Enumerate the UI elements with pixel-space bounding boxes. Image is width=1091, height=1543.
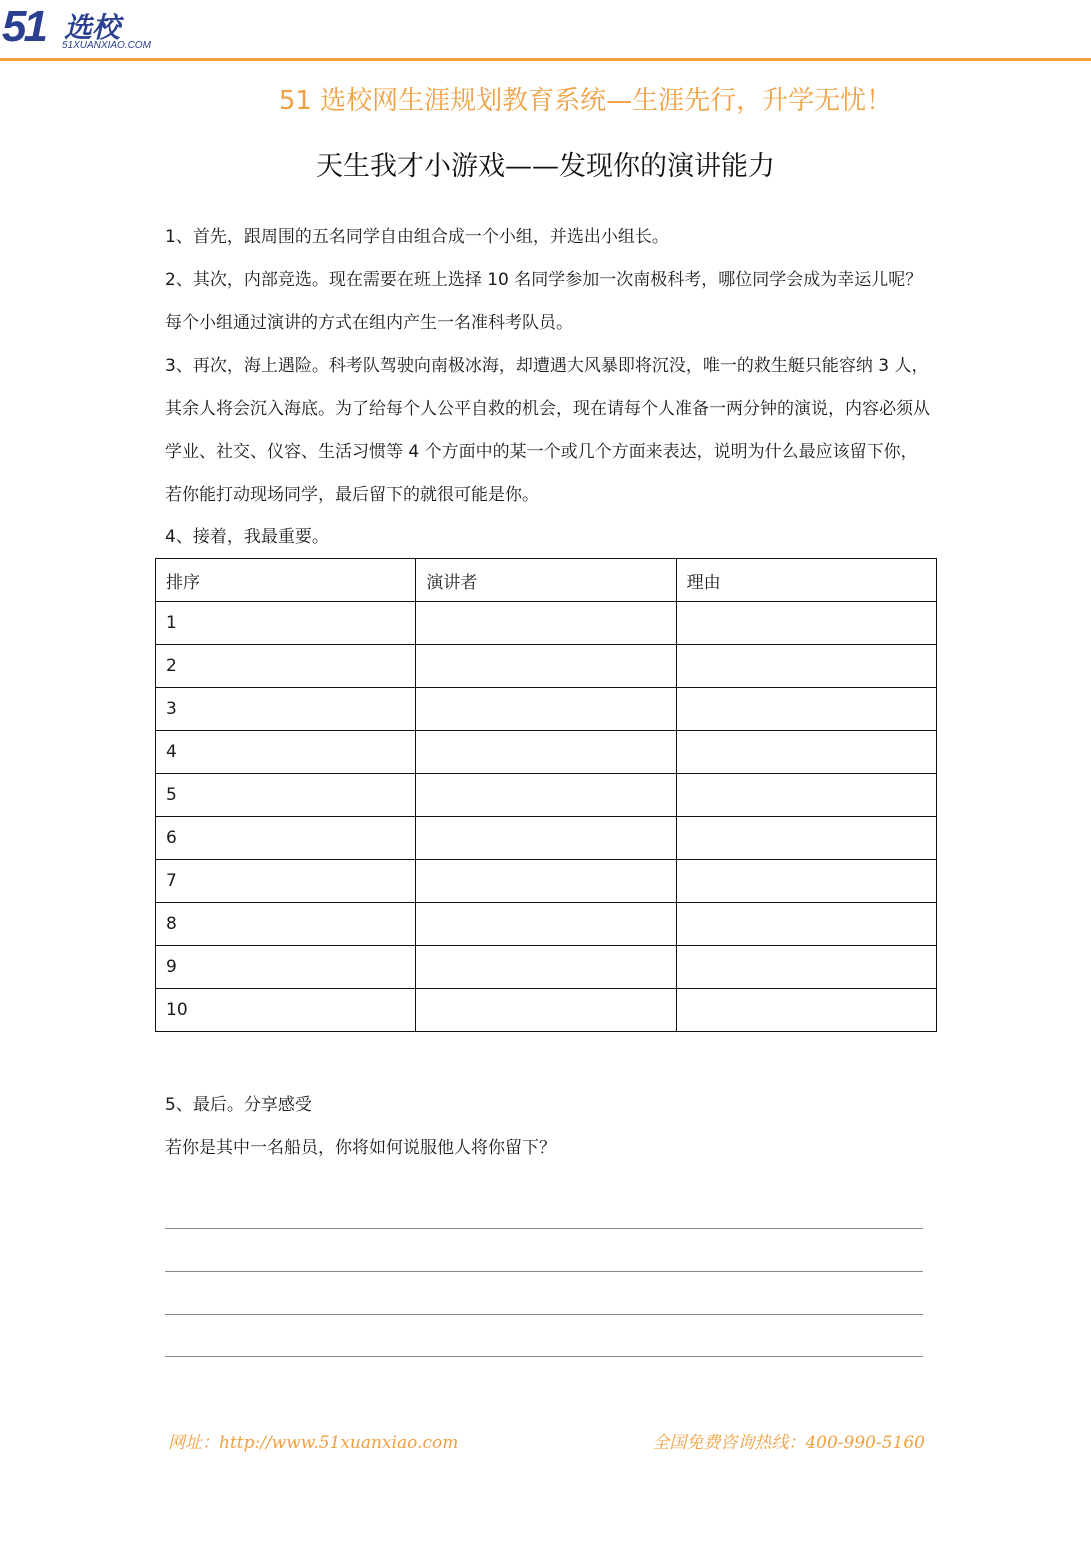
rank-cell: 7: [156, 860, 416, 903]
question: 若你是其中一名船员，你将如何说服他人将你留下？: [165, 1138, 556, 1158]
logo-text: 选校: [64, 11, 121, 44]
col-header-speaker: 演讲者: [416, 559, 676, 602]
reason-cell[interactable]: [676, 774, 936, 817]
rank-cell: 3: [156, 688, 416, 731]
answer-line[interactable]: [165, 1271, 923, 1272]
ranking-table: [155, 558, 937, 1032]
table-row: [156, 774, 937, 817]
footer-hotline: 全国免费咨询热线：400-990-5160: [652, 1433, 925, 1453]
rank-cell: 10: [156, 989, 416, 1032]
reason-cell[interactable]: [676, 860, 936, 903]
step-4: 4、接着，我最重要。: [165, 527, 329, 547]
step-3: 3、再次，海上遇险。科考队驾驶向南极冰海，却遭遇大风暴即将沉没，唯一的救生艇只能容纳 3 人，其余人将会沉入海底。为了给每个人公平自救的机会，现在请每个人准备一两分钟的演说，内容必须从学业、社交、仪容、生活习惯等 4 个方面中的某一个或几个方面来表达，说明为什么最应该留下你，若你能打动现场同学，最后留下的就很可能是你。: [165, 356, 930, 505]
speaker-cell[interactable]: [416, 645, 676, 688]
answer-line[interactable]: [165, 1314, 923, 1315]
speaker-cell[interactable]: [416, 817, 676, 860]
table-row: [156, 946, 937, 989]
site-logo[interactable]: [0, 4, 170, 54]
reason-cell[interactable]: [676, 989, 936, 1032]
rank-cell: 6: [156, 817, 416, 860]
header-divider: [0, 58, 1091, 61]
table-row: [156, 602, 937, 645]
reason-cell[interactable]: [676, 688, 936, 731]
table-row: [156, 903, 937, 946]
slogan: 51 选校网生涯规划教育系统—生涯先行，升学无忧！: [278, 86, 893, 116]
col-header-rank: 排序: [156, 559, 416, 602]
reason-cell[interactable]: [676, 903, 936, 946]
table-row: [156, 817, 937, 860]
step-2: 2、其次，内部竞选。现在需要在班上选择 10 名同学参加一次南极科考，哪位同学会成为幸运儿呢？每个小组通过演讲的方式在组内产生一名准科考队员。: [165, 270, 923, 333]
logo-number: 51: [2, 2, 45, 51]
answer-line[interactable]: [165, 1228, 923, 1229]
reason-cell[interactable]: [676, 731, 936, 774]
speaker-cell[interactable]: [416, 731, 676, 774]
speaker-cell[interactable]: [416, 946, 676, 989]
speaker-cell[interactable]: [416, 602, 676, 645]
reason-cell[interactable]: [676, 602, 936, 645]
page-title: 天生我才小游戏——发现你的演讲能力: [316, 151, 775, 182]
step-1: 1、首先，跟周围的五名同学自由组合成一个小组，并选出小组长。: [165, 227, 669, 247]
rank-cell: 2: [156, 645, 416, 688]
table-row: [156, 731, 937, 774]
speaker-cell[interactable]: [416, 774, 676, 817]
footer-website[interactable]: 网址：http://www.51xuanxiao.com: [168, 1433, 459, 1453]
speaker-cell[interactable]: [416, 989, 676, 1032]
table-row: [156, 860, 937, 903]
rank-cell: 8: [156, 903, 416, 946]
rank-cell: 4: [156, 731, 416, 774]
speaker-cell[interactable]: [416, 688, 676, 731]
table-row: [156, 989, 937, 1032]
reason-cell[interactable]: [676, 645, 936, 688]
reason-cell[interactable]: [676, 946, 936, 989]
rank-cell: 5: [156, 774, 416, 817]
answer-line[interactable]: [165, 1356, 923, 1357]
table-row: [156, 688, 937, 731]
rank-cell: 9: [156, 946, 416, 989]
speaker-cell[interactable]: [416, 903, 676, 946]
col-header-reason: 理由: [676, 559, 936, 602]
rank-cell: 1: [156, 602, 416, 645]
speaker-cell[interactable]: [416, 860, 676, 903]
table-row: [156, 645, 937, 688]
reason-cell[interactable]: [676, 817, 936, 860]
logo-domain: 51XUANXIAO.COM: [62, 40, 151, 51]
step-5: 5、最后。分享感受: [165, 1095, 312, 1115]
table-header-row: [156, 559, 937, 602]
